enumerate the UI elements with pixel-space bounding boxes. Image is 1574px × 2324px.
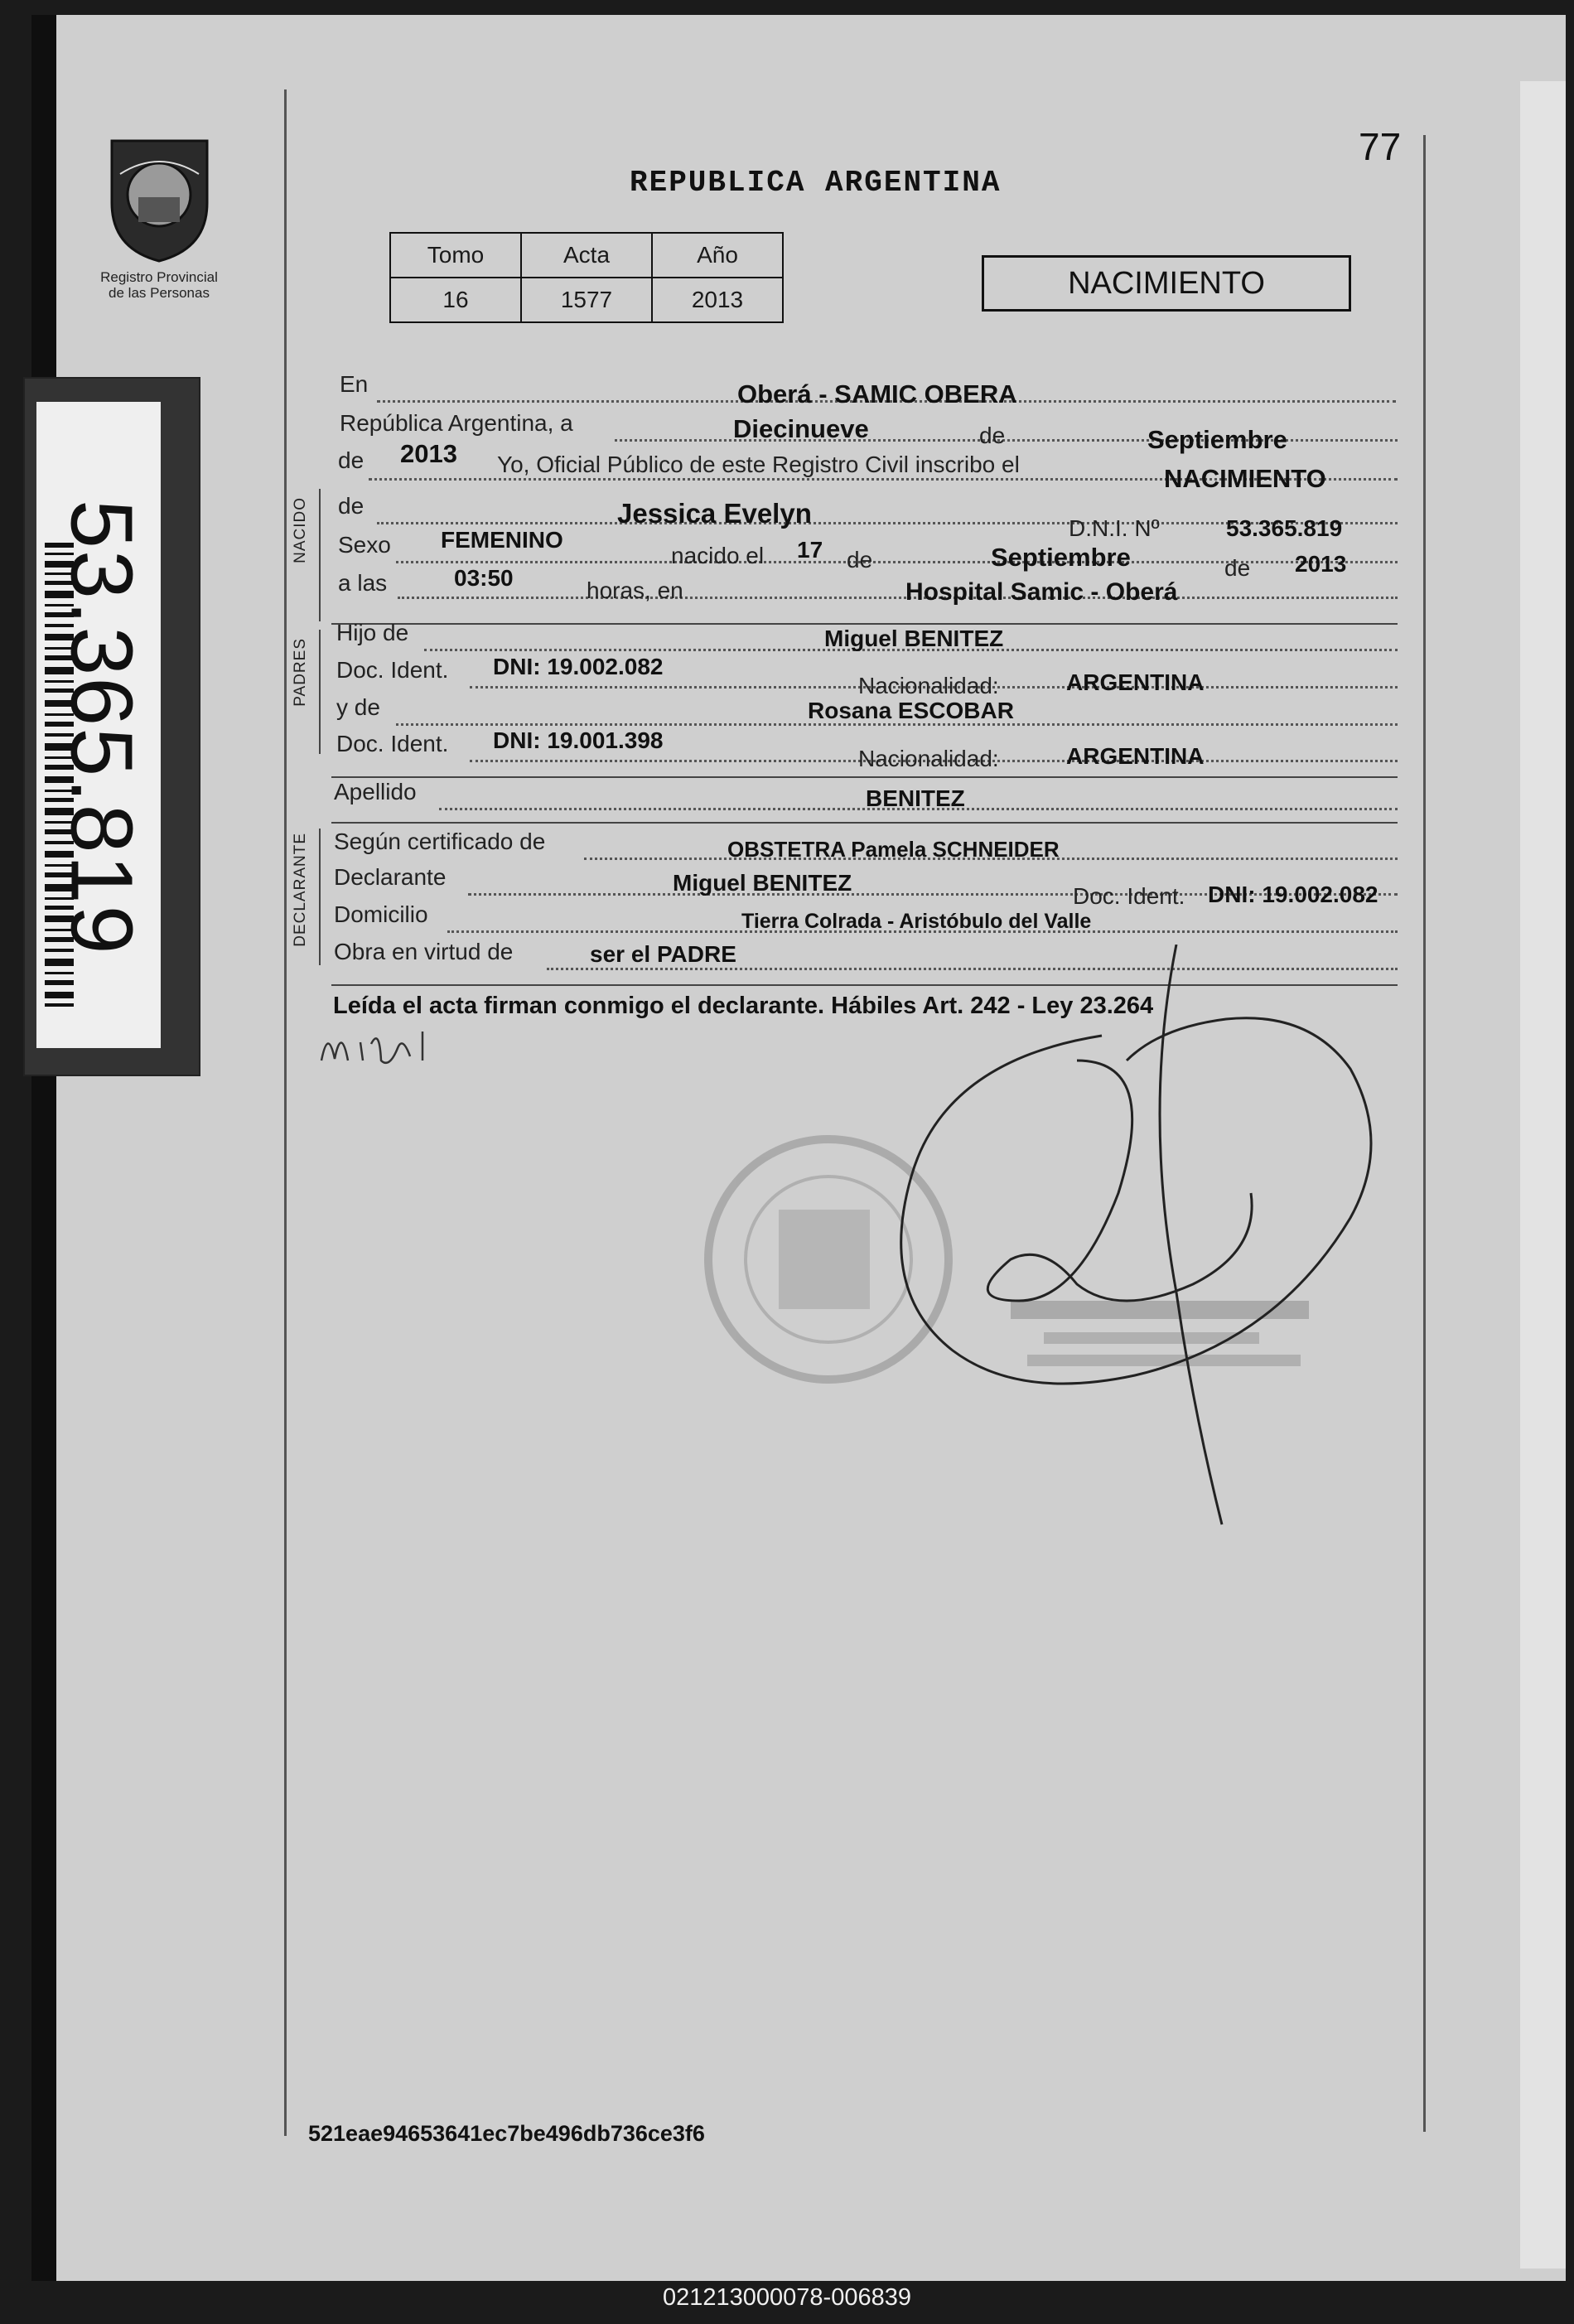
mother-nationality-value: ARGENTINA [1066, 743, 1205, 769]
record-word-value: NACIMIENTO [1164, 464, 1326, 493]
father-value: Miguel BENITEZ [824, 626, 1004, 651]
capacity-value: ser el PADRE [590, 941, 736, 967]
segun-label: Según certificado de [334, 829, 546, 854]
footer-code: 021213000078-006839 [663, 2284, 911, 2311]
de-label-1: de [979, 423, 1006, 448]
signature-stamp-area [298, 945, 1458, 1541]
mother-value: Rosana ESCOBAR [808, 698, 1014, 723]
registry-logo [95, 124, 228, 301]
page-number: 77 [1359, 125, 1402, 168]
year-value: 2013 [400, 439, 457, 468]
republica-label: República Argentina, a [340, 410, 573, 436]
dni-value: 53.365.819 [1226, 515, 1343, 541]
official-signature-icon [901, 945, 1371, 1524]
nacido-label: nacido el [671, 543, 765, 568]
page-edge [1520, 81, 1566, 2268]
registry-value-acta: 1577 [521, 278, 652, 322]
birth-year-value: 2013 [1295, 551, 1347, 577]
sexo-label: Sexo [338, 532, 391, 558]
doc-ident-label-3: Doc. Ident. [1073, 883, 1185, 909]
birth-place-value: Hospital Samic - Oberá [905, 578, 1178, 606]
doc-ident-label-2: Doc. Ident. [336, 731, 449, 756]
de-label-5: de [1224, 555, 1251, 581]
document-title: REPUBLICA ARGENTINA [630, 166, 1002, 200]
document-hash: 521eae94653641ec7be496db736ce3f6 [308, 2121, 705, 2146]
domicilio-label: Domicilio [334, 901, 428, 927]
place-value: Oberá - SAMIC OBERA [737, 379, 1017, 408]
registry-value-tomo: 16 [390, 278, 521, 322]
declarant-handwritten-signature-icon [321, 1032, 422, 1063]
month-value: Septiembre [1147, 425, 1287, 454]
registry-header-ano: Año [652, 233, 783, 278]
day-words-value: Diecinueve [733, 414, 869, 443]
en-label: En [340, 371, 369, 397]
closing-statement: Leída el acta firman conmigo el declarante. Hábiles Art. 242 - Ley 23.264 [333, 993, 1154, 1019]
surname-value: BENITEZ [866, 785, 965, 811]
declarante-label: Declarante [334, 864, 447, 890]
horas-label: horas, en [587, 577, 683, 603]
registry-header-acta: Acta [521, 233, 652, 278]
dni-label: D.N.I. Nº [1069, 515, 1160, 541]
de-label-4: de [847, 547, 873, 573]
side-label-padres: PADRES [292, 638, 309, 707]
de-label-3: de [338, 493, 365, 519]
declarant-doc-value: DNI: 19.002.082 [1208, 882, 1378, 907]
side-label-nacido: NACIDO [292, 497, 309, 563]
left-margin-rule [284, 89, 287, 2136]
obra-label: Obra en virtud de [334, 939, 514, 964]
doc-ident-label-1: Doc. Ident. [336, 657, 449, 683]
binding-edge [31, 15, 56, 2281]
address-value: Tierra Colrada - Aristóbulo del Valle [741, 910, 1092, 933]
name-value: Jessica Evelyn [617, 498, 812, 529]
father-nationality-value: ARGENTINA [1066, 669, 1205, 695]
declarant-value: Miguel BENITEZ [673, 870, 852, 896]
y-de-label: y de [336, 694, 380, 720]
father-doc-value: DNI: 19.002.082 [493, 654, 664, 679]
logo-caption-line-2: de las Personas [109, 285, 210, 301]
time-value: 03:50 [454, 565, 514, 591]
certificate-value: OBSTETRA Pamela SCHNEIDER [727, 837, 1060, 862]
record-type-box: NACIMIENTO [982, 255, 1351, 312]
logo-caption-line-1: Registro Provincial [100, 269, 218, 285]
registry-header-tomo: Tomo [390, 233, 521, 278]
apellido-label: Apellido [334, 779, 417, 804]
oficial-text: Yo, Oficial Público de este Registro Civil inscribo el [497, 452, 1020, 477]
hijo-label: Hijo de [336, 620, 409, 645]
de-label-2: de [338, 447, 365, 473]
mother-doc-value: DNI: 19.001.398 [493, 727, 664, 753]
side-label-declarante: DECLARANTE [292, 833, 309, 947]
barcode-label [23, 377, 200, 1076]
registry-table [389, 232, 784, 323]
nacionalidad-label-1: Nacionalidad: [858, 673, 999, 698]
barcode-number: 53.365.819 [52, 499, 151, 956]
sexo-value: FEMENINO [441, 527, 563, 553]
registry-value-ano: 2013 [652, 278, 783, 322]
a-las-label: a las [338, 570, 388, 596]
nacionalidad-label-2: Nacionalidad: [858, 746, 999, 771]
birth-month-value: Septiembre [991, 543, 1131, 572]
provincial-crest-icon [95, 124, 224, 265]
birth-day-value: 17 [797, 537, 823, 563]
